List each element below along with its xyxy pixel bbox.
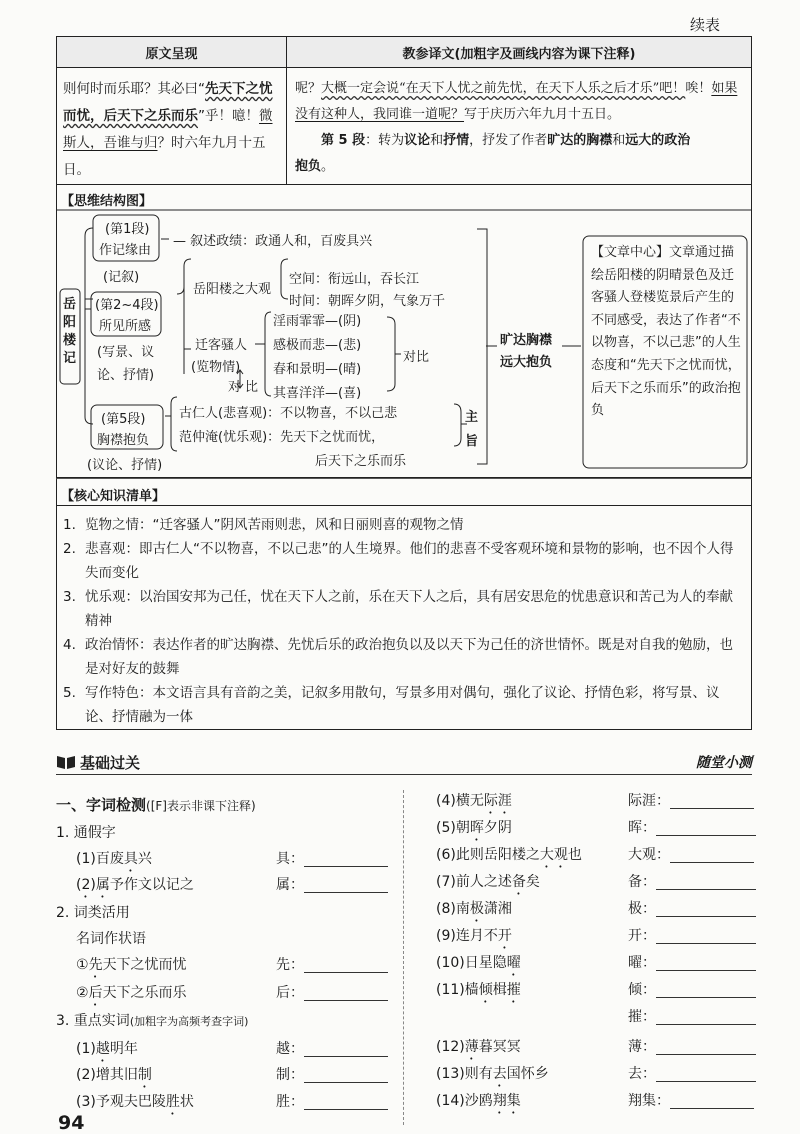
book-icon: [56, 754, 76, 770]
question: (2)增其旧制: [76, 1067, 152, 1083]
p2-label: (第2~4段): [95, 298, 159, 313]
section-title: 基础过关: [80, 754, 141, 772]
poet-node: 迁客骚人: [195, 338, 248, 353]
knowledge-title: 【核心知识清单】: [61, 489, 166, 504]
question: ②后天下之乐而乐: [76, 985, 187, 1001]
answer-line[interactable]: 大观：: [628, 844, 754, 864]
fan-view-a: 范仲淹(忧乐观)：先天下之忧而忧，: [179, 430, 385, 445]
p3-topic: 胸襟抱负: [97, 433, 150, 448]
p2-topic: 所见所感: [99, 319, 152, 334]
exercise-header: [56, 750, 752, 775]
answer-line[interactable]: 越：: [276, 1038, 388, 1058]
center-text: 【文章中心】文章通过描绘岳阳楼的阴晴景色及迁客骚人登楼览景后产生的不同感受，表达了作者“不以物喜，不以己悲”的人生态度和“先天下之忧而忧，后天下之乐而乐”的政治抱负: [591, 245, 741, 419]
knowledge-item: 1. 览物之情：“迁客骚人”阴风苦雨则悲，风和日丽则喜的观物之情: [63, 517, 464, 533]
sub2-title: 2. 词类活用: [56, 905, 130, 921]
translation-table: [56, 36, 752, 185]
question: (11)樯倾楫摧: [436, 982, 521, 998]
continued-label: 续表: [689, 16, 720, 34]
answer-line[interactable]: 胜：: [276, 1091, 388, 1111]
question: (1)越明年: [76, 1041, 138, 1057]
p1-label: (第1段): [105, 222, 150, 237]
contrast-v-a: 对: [228, 380, 242, 395]
question: (2)属予作文以记之: [76, 877, 194, 893]
view-node: 岳阳楼之大观: [193, 282, 272, 297]
theme-a: 旷达胸襟: [500, 333, 553, 348]
answer-line[interactable]: 开：: [628, 925, 756, 945]
question: (13)则有去国怀乡: [436, 1066, 549, 1082]
quiz-tag: 随堂小测: [696, 755, 752, 771]
original-text: 则何时而乐耶？其必曰“先天下之忧而忧，后天下之乐而乐”乎！噫！微斯人，吾谁与归？时六年九月十五日。: [57, 68, 287, 184]
answer-line[interactable]: 际涯：: [628, 790, 754, 810]
knowledge-item: 2. 悲喜观：即古仁人“不以物喜，不以己悲”的人生境界。他们的悲喜不受客观环境和景物的影响，也不因个人得失而变化: [63, 541, 734, 581]
contrast-v-b: 比: [245, 380, 259, 395]
answer-line[interactable]: 先：: [276, 954, 388, 974]
p3-label: (第5段): [101, 412, 146, 427]
sub3-title: 3. 重点实词(加粗字为高频考查字词): [56, 1013, 249, 1029]
column-divider: [403, 790, 404, 1125]
question: (7)前人之述备矣: [436, 874, 540, 890]
answer-line[interactable]: 曜：: [628, 952, 756, 972]
answer-line[interactable]: 摧：: [628, 1006, 756, 1026]
scene-1: 淫雨霏霏—(阴): [273, 314, 362, 329]
space-node: 空间：衔远山，吞长江: [289, 272, 420, 287]
question: (4)横无际涯: [436, 793, 512, 809]
p2-mode-b: 论、抒情): [97, 368, 155, 383]
question: (10)日星隐曜: [436, 955, 521, 971]
col-translation-header: 教参译文(加粗字及画线内容为课下注释): [402, 46, 636, 62]
answer-line[interactable]: 倾：: [628, 979, 756, 999]
sub2-subtitle: 名词作状语: [76, 931, 146, 947]
question: (1)百废具兴: [76, 851, 152, 867]
question: (14)沙鸥翔集: [436, 1093, 521, 1109]
mindmap-section: [56, 184, 752, 478]
paragraph-summary: 第 5 段：转为议论和抒情，抒发了作者旷达的胸襟和远大的政治 抱负。: [295, 133, 691, 174]
answer-line[interactable]: 备：: [628, 871, 756, 891]
p1-content: — 叙述政绩：政通人和，百废具兴: [173, 234, 373, 249]
main-b: 旨: [465, 434, 479, 449]
knowledge-item: 5. 写作特色：本文语言具有音韵之美，记叙多用散句，写景多用对偶句，强化了议论、抒情色彩，将写景、议论、抒情融为一体: [63, 685, 720, 725]
contrast-label: 对比: [403, 350, 430, 365]
col-original-header: 原文呈现: [57, 37, 287, 67]
fan-view-b: 后天下之乐而乐: [315, 454, 407, 469]
theme-b: 远大抱负: [500, 355, 553, 370]
scene-4: 其喜洋洋—(喜): [273, 386, 362, 401]
translation-text: 呢？大概一定会说“在天下人忧之前先忧，在天下人乐之后才乐”吧！唉！如果没有这种人，我同谁一道呢？写于庆历六年九月十五日。 第 5 段：转为议论和抒情，抒发了作者旷达的胸襟和远大的政治 抱负。: [287, 68, 751, 184]
p2-mode-a: (写景、议: [97, 345, 155, 360]
knowledge-item: 4. 政治情怀：表达作者的旷达胸襟、先忧后乐的政治抱负以及以天下为己任的济世情怀。既是对自我的勉励，也是对好友的鼓舞: [63, 637, 733, 677]
answer-line[interactable]: 翔集：: [628, 1090, 754, 1110]
answer-line[interactable]: 薄：: [628, 1036, 756, 1056]
main-a: 主: [465, 410, 479, 425]
knowledge-list: [63, 513, 743, 729]
p3-mode: (议论、抒情): [87, 458, 163, 473]
part1-title: 一、字词检测([F]表示非课下注释): [56, 796, 256, 814]
answer-line[interactable]: 具：: [276, 848, 388, 868]
answer-line[interactable]: 去：: [628, 1063, 756, 1083]
sub1-title: 1. 通假字: [56, 825, 116, 841]
answer-line[interactable]: 制：: [276, 1064, 388, 1084]
answer-line[interactable]: 后：: [276, 982, 388, 1002]
mindmap-title: 【思维结构图】: [61, 194, 153, 209]
answer-line[interactable]: 晖：: [628, 817, 756, 837]
question: ①先天下之忧而忧: [76, 957, 187, 973]
answer-line[interactable]: 极：: [628, 898, 756, 918]
question: (8)南极潇湘: [436, 901, 512, 917]
p1-topic: 作记缘由: [99, 243, 152, 258]
poet-mode: (览物情): [191, 360, 241, 375]
question: (3)予观夫巴陵胜状: [76, 1094, 194, 1110]
p1-mode: (记叙): [103, 270, 140, 285]
scene-2: 感极而悲—(悲): [273, 338, 362, 353]
question: (12)薄暮冥冥: [436, 1039, 521, 1055]
knowledge-section: [56, 478, 752, 730]
question: (5)朝晖夕阴: [436, 820, 512, 836]
time-node: 时间：朝晖夕阴，气象万千: [289, 294, 446, 309]
ancient-view: 古仁人(悲喜观)：不以物喜，不以己悲: [179, 406, 398, 421]
page-number: 94: [58, 1112, 85, 1134]
question: (6)此则岳阳楼之大观也: [436, 847, 582, 863]
mindmap-root: 岳阳楼记: [63, 297, 77, 366]
answer-line[interactable]: 属：: [276, 874, 388, 894]
knowledge-item: 3. 忧乐观：以治国安邦为己任，忧在天下人之前，乐在天下人之后，具有居安思危的忧患意识和苦己为人的奉献精神: [63, 589, 733, 629]
scene-3: 春和景明—(晴): [273, 362, 362, 377]
question: (9)连月不开: [436, 928, 512, 944]
